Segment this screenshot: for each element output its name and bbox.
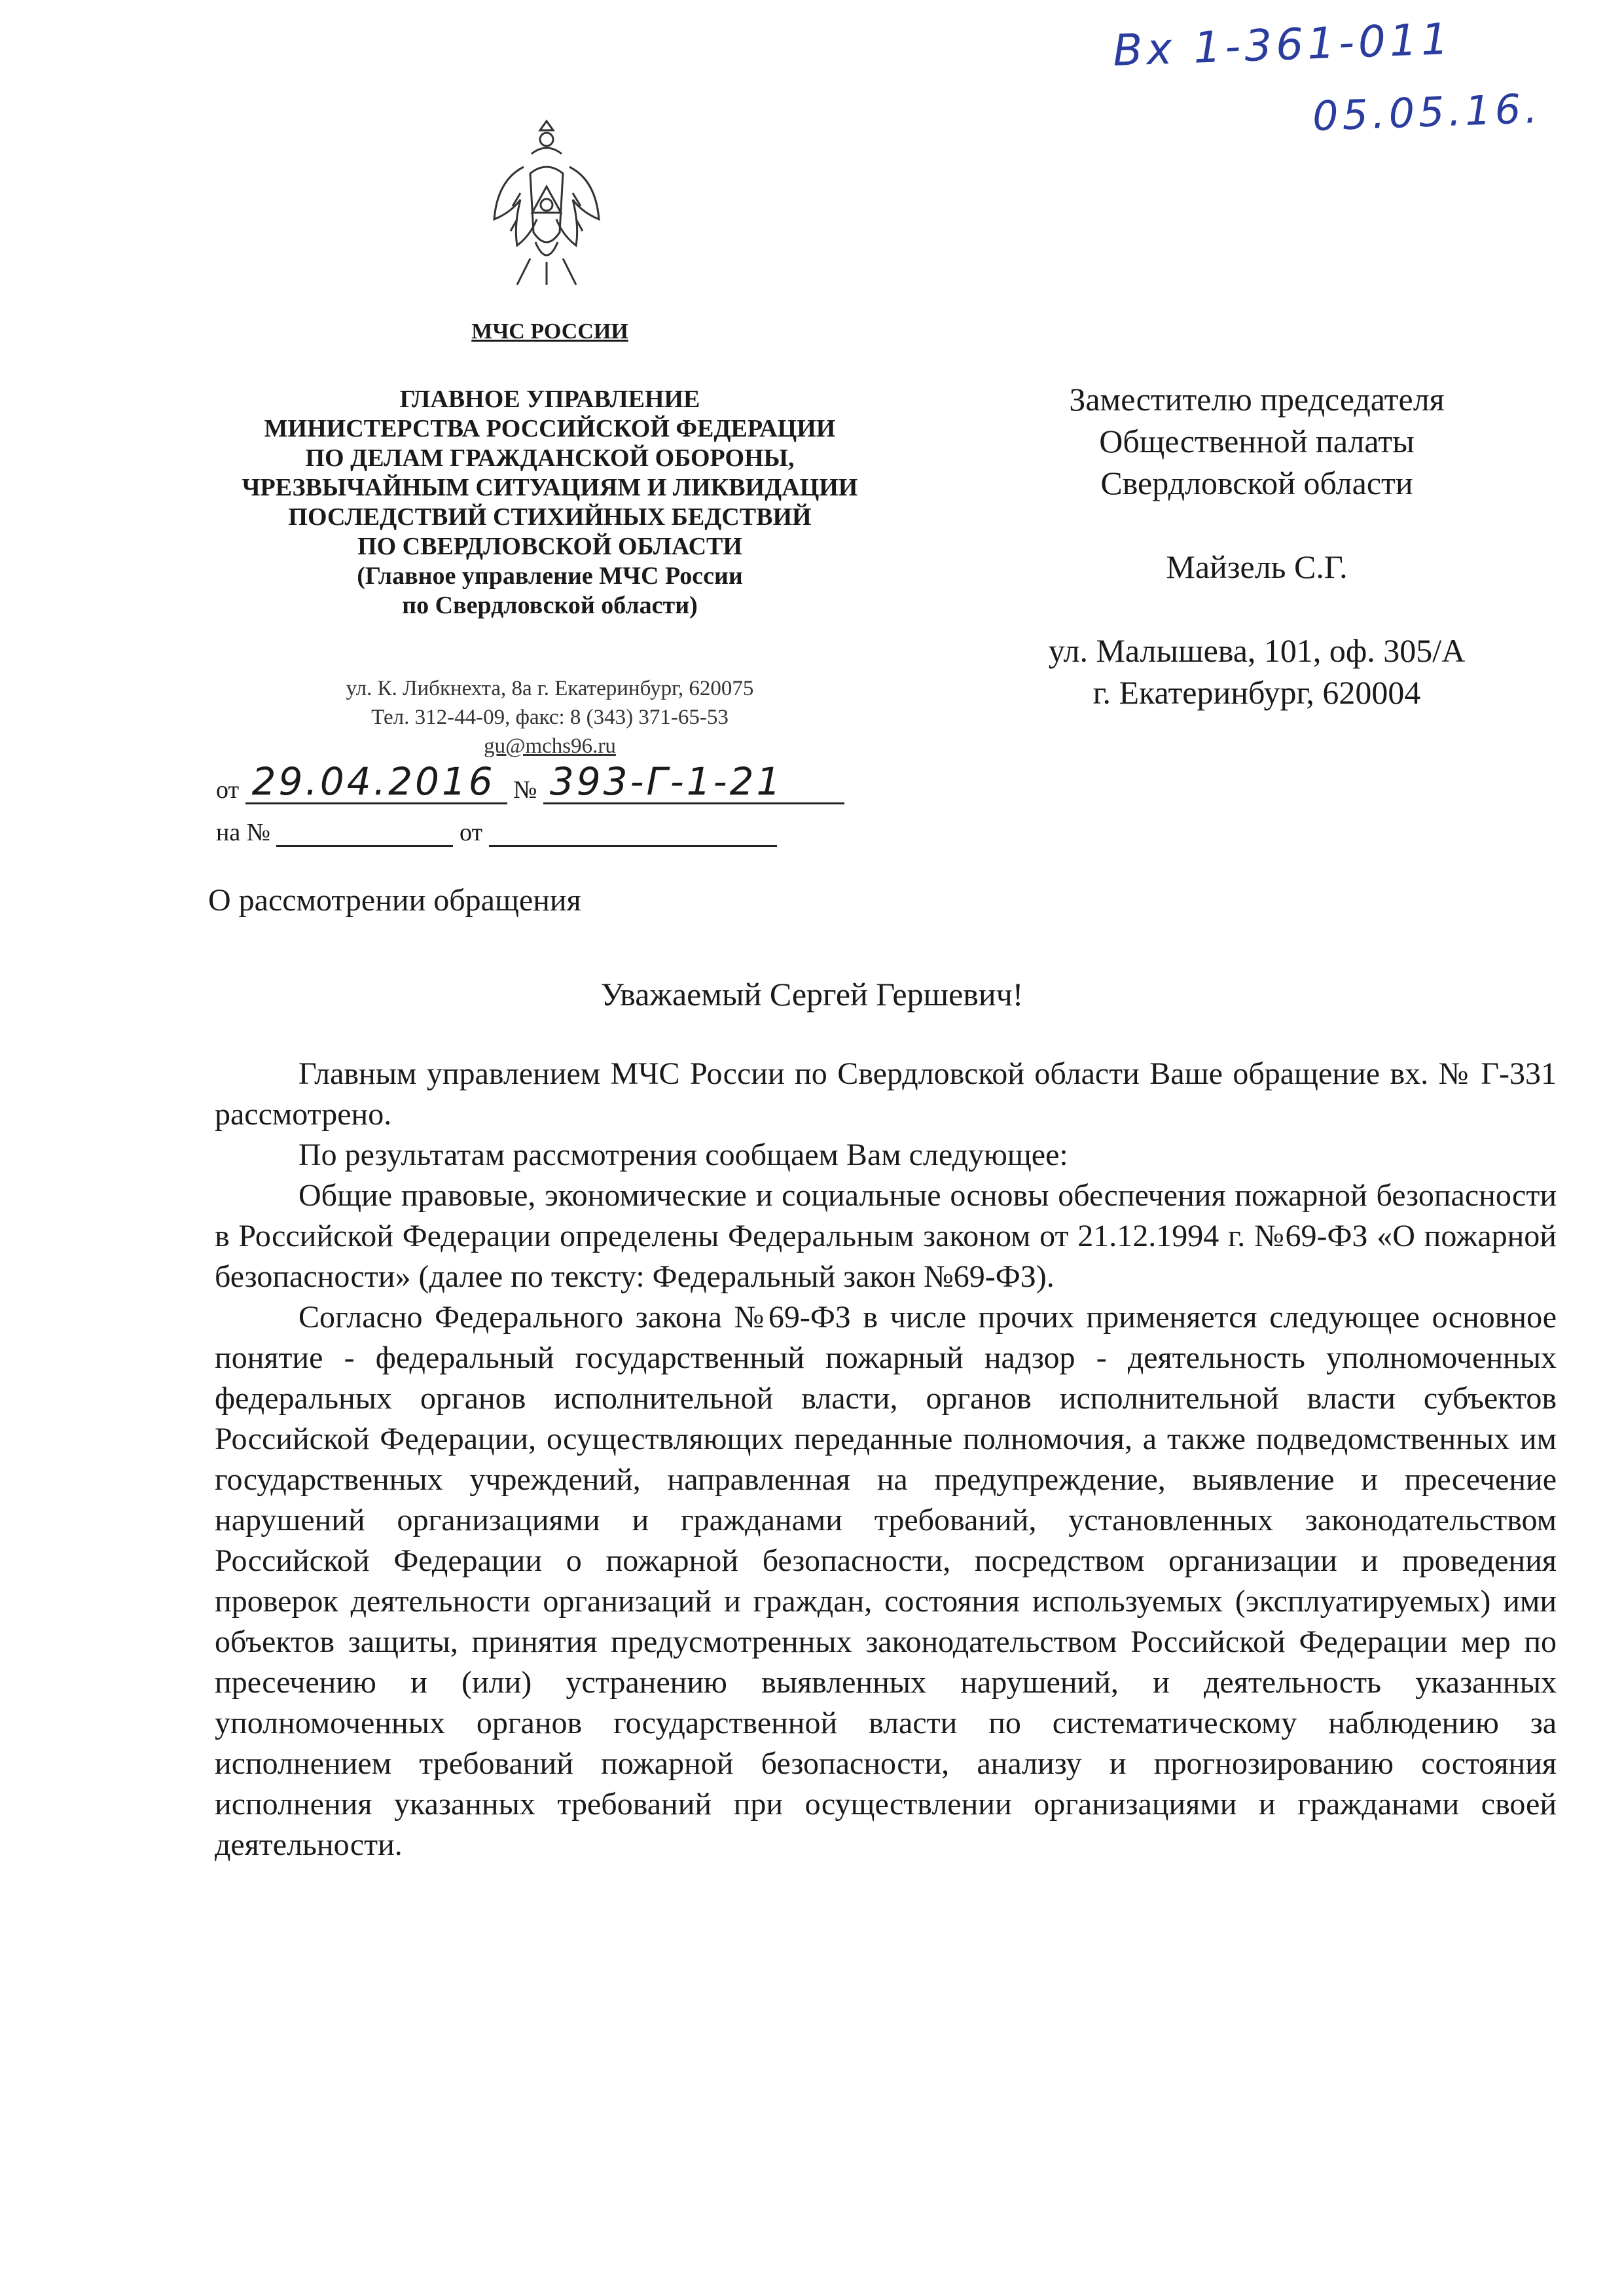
registration-number: 393-Г-1-21 bbox=[549, 759, 784, 804]
reply-from-label: от bbox=[459, 819, 483, 846]
recipient-name: Майзель С.Г. bbox=[1166, 548, 1348, 585]
org-name-line: по Свердловской области) bbox=[402, 592, 698, 619]
registration-number-field bbox=[543, 759, 844, 804]
emblem-icon bbox=[484, 115, 609, 291]
organization-email[interactable]: gu@mchs96.ru bbox=[484, 734, 616, 758]
org-name-line: (Главное управление МЧС России bbox=[357, 562, 743, 590]
recipient-line: Заместителю председателя bbox=[1069, 381, 1445, 418]
body-paragraph: Главным управлением МЧС России по Свердловской области Ваше обращение вх. № Г-331 рассмотрено. bbox=[215, 1056, 1557, 1132]
registration-from-label: от bbox=[216, 776, 240, 804]
organization-short-name: МЧС РОССИИ bbox=[471, 319, 628, 344]
organization-contacts bbox=[196, 674, 903, 761]
recipient-address-line: г. Екатеринбург, 620004 bbox=[1092, 674, 1421, 711]
registration-row bbox=[216, 759, 844, 804]
org-name-line: МИНИСТЕРСТВА РОССИЙСКОЙ ФЕДЕРАЦИИ bbox=[264, 415, 836, 442]
reply-date-field bbox=[489, 815, 777, 847]
recipient-line: Общественной палаты bbox=[1099, 423, 1415, 459]
registration-date-field bbox=[245, 759, 507, 804]
body-paragraph: По результатам рассмотрения сообщаем Вам следующее: bbox=[298, 1138, 1068, 1172]
body-paragraph: Общие правовые, экономические и социальные основы обеспечения пожарной безопасности в Российской Федерации определены Федеральным законом от 21.12.1994 г. №69-ФЗ «О пожарной безопасности» (далее по тексту: Федеральный закон №69-ФЗ). bbox=[215, 1178, 1557, 1294]
salutation: Уважаемый Сергей Гершевич! bbox=[600, 976, 1024, 1013]
org-name-line: ПО ДЕЛАМ ГРАЖДАНСКОЙ ОБОРОНЫ, bbox=[305, 444, 795, 472]
org-name-line: ГЛАВНОЕ УПРАВЛЕНИЕ bbox=[399, 386, 700, 413]
reply-number-field bbox=[276, 815, 453, 847]
recipient-address-line: ул. Малышева, 101, оф. 305/А bbox=[1048, 632, 1466, 669]
letter-subject: О рассмотрении обращения bbox=[208, 883, 581, 918]
recipient-line: Свердловской области bbox=[1100, 465, 1413, 501]
body-paragraph: Согласно Федерального закона №69-ФЗ в числе прочих применяется следующее основное понятие - федеральный государственный пожарный надзор - деятельность уполномоченных федеральных органов исполнительной власти, органов исполнительной власти субъектов Российской Федерации, осуществляющих переданные полномочия, а также подведомственных им государственных учреждений, направленная на предупреждение, выявление и пресечение нарушений организациями и гражданами требований, установленных законодательством Российской Федерации о пожарной безопасности, посредством организации и проведения проверок деятельности организаций и граждан, состояния используемых (эксплуатируемых) ими объектов защиты, принятия предусмотренных законодательством Российской Федерации мер по пресечению и (или) устранению выявленных нарушений, и деятельность указанных уполномоченных органов государственной власти по систематическому наблюдению за исполнением требований пожарной безопасности, анализу и прогнозированию состояния исполнения указанных требований при осуществлении организациями и гражданами своей деятельности. bbox=[215, 1300, 1557, 1862]
handwritten-incoming-date: 05.05.16. bbox=[1311, 84, 1542, 141]
recipient-block bbox=[929, 378, 1584, 713]
reply-row bbox=[216, 815, 777, 847]
org-name-line: ПО СВЕРДЛОВСКОЙ ОБЛАСТИ bbox=[357, 533, 742, 560]
handwritten-incoming-number: Вх 1-361-011 bbox=[1111, 13, 1454, 77]
org-name-line: ПОСЛЕДСТВИЙ СТИХИЙНЫХ БЕДСТВИЙ bbox=[288, 503, 812, 531]
reply-number-label: на № bbox=[216, 819, 270, 846]
organization-address: ул. К. Либкнехта, 8а г. Екатеринбург, 620075 bbox=[346, 677, 754, 700]
registration-date: 29.04.2016 bbox=[251, 759, 496, 804]
organization-phone: Тел. 312-44-09, факс: 8 (343) 371-65-53 bbox=[371, 706, 729, 729]
letter-body bbox=[215, 1054, 1557, 1865]
organization-full-name bbox=[196, 385, 903, 620]
org-name-line: ЧРЕЗВЫЧАЙНЫМ СИТУАЦИЯМ И ЛИКВИДАЦИИ bbox=[242, 474, 858, 501]
registration-number-label: № bbox=[513, 776, 537, 804]
